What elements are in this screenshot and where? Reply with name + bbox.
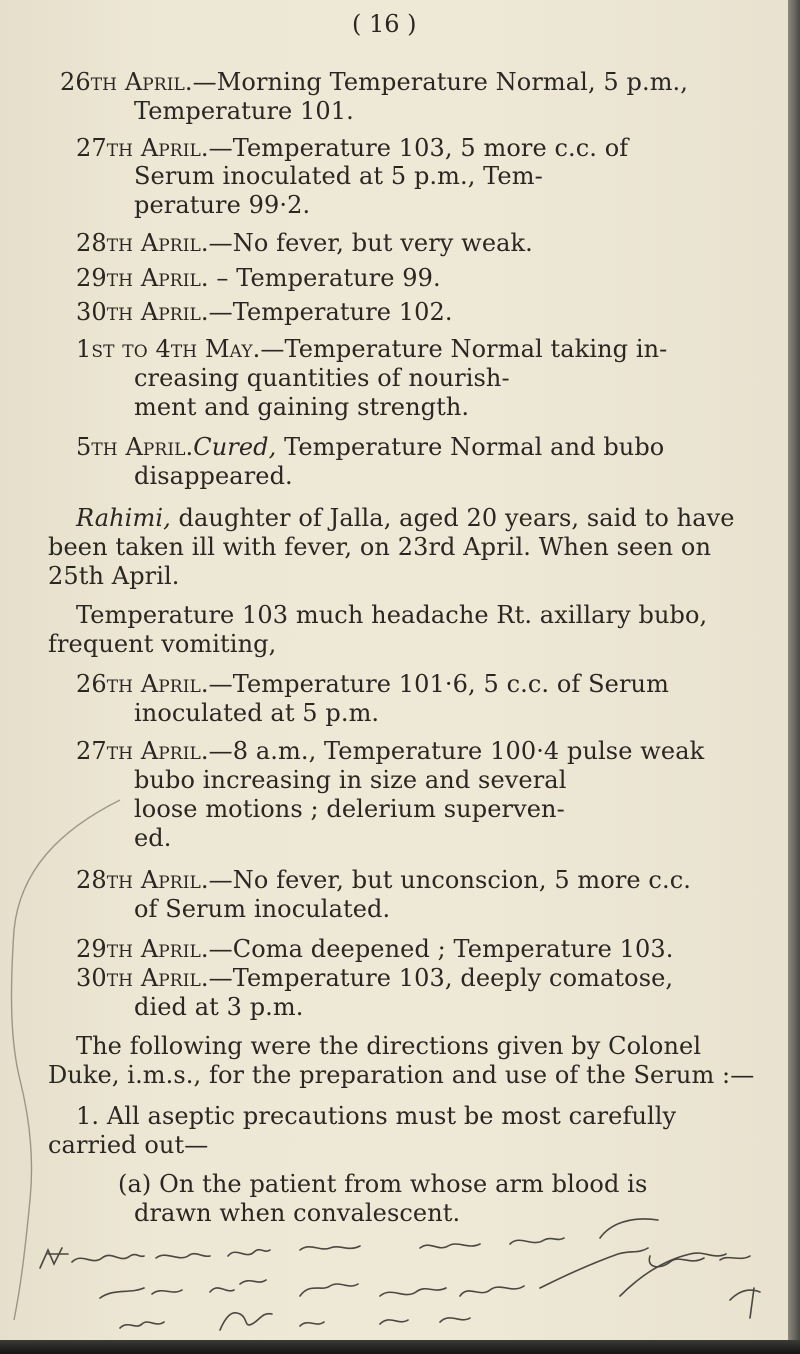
- page-edge-shadow: [788, 0, 800, 1354]
- text-line: carried out—: [48, 1131, 209, 1159]
- text-line: 30th April.—Temperature 103, deeply comatose,: [76, 964, 674, 992]
- text-line: bubo increasing in size and several: [134, 766, 567, 794]
- text-line: (a) On the patient from whose arm blood is: [118, 1170, 648, 1198]
- page-number: ( 16 ): [352, 10, 417, 38]
- text-line: 28th April.—No fever, but unconscion, 5 more c.c.: [76, 866, 691, 894]
- text-line: 5th April.Cured, Temperature Normal and bubo: [76, 433, 665, 461]
- text-line: frequent vomiting,: [48, 630, 277, 658]
- text-line: 25th April.: [48, 562, 180, 590]
- text-line: died at 3 p.m.: [134, 993, 304, 1021]
- page-bottom-edge: [0, 1340, 800, 1354]
- text-line: been taken ill with fever, on 23rd April. When seen on: [48, 533, 712, 561]
- text-line: drawn when convalescent.: [134, 1199, 461, 1227]
- text-line: disappeared.: [134, 462, 293, 490]
- text-line: loose motions ; delerium superven-: [134, 795, 565, 823]
- text-line: Rahimi, daughter of Jalla, aged 20 years, said to have: [76, 504, 735, 532]
- text-line: of Serum inoculated.: [134, 895, 391, 923]
- text-line: Duke, i.m.s., for the preparation and use of the Serum :—: [48, 1061, 755, 1089]
- text-line: 1st to 4th May.—Temperature Normal taking in-: [76, 335, 668, 363]
- text-line: 30th April.—Temperature 102.: [76, 298, 453, 326]
- text-line: inoculated at 5 p.m.: [134, 699, 380, 727]
- text-line: ed.: [134, 824, 172, 852]
- text-line: The following were the directions given by Colonel: [76, 1032, 702, 1060]
- text-line: 27th April.—8 a.m., Temperature 100·4 pulse weak: [76, 737, 705, 765]
- text-line: Serum inoculated at 5 p.m., Tem-: [134, 162, 543, 190]
- text-line: perature 99·2.: [134, 191, 311, 219]
- text-line: 26th April.—Temperature 101·6, 5 c.c. of Serum: [76, 670, 669, 698]
- text-line: 28th April.—No fever, but very weak.: [76, 229, 533, 257]
- text-line: 29th April. – Temperature 99.: [76, 264, 441, 292]
- text-line: ment and gaining strength.: [134, 393, 470, 421]
- text-line: 26th April.—Morning Temperature Normal, 5 p.m.,: [60, 68, 689, 96]
- text-line: 29th April.—Coma deepened ; Temperature 103.: [76, 935, 674, 963]
- text-line: 1. All aseptic precautions must be most carefully: [76, 1102, 677, 1130]
- text-line: Temperature 103 much headache Rt. axillary bubo,: [76, 601, 708, 629]
- text-line: 27th April.—Temperature 103, 5 more c.c. of: [76, 134, 629, 162]
- text-line: creasing quantities of nourish-: [134, 364, 510, 392]
- text-line: Temperature 101.: [134, 97, 354, 125]
